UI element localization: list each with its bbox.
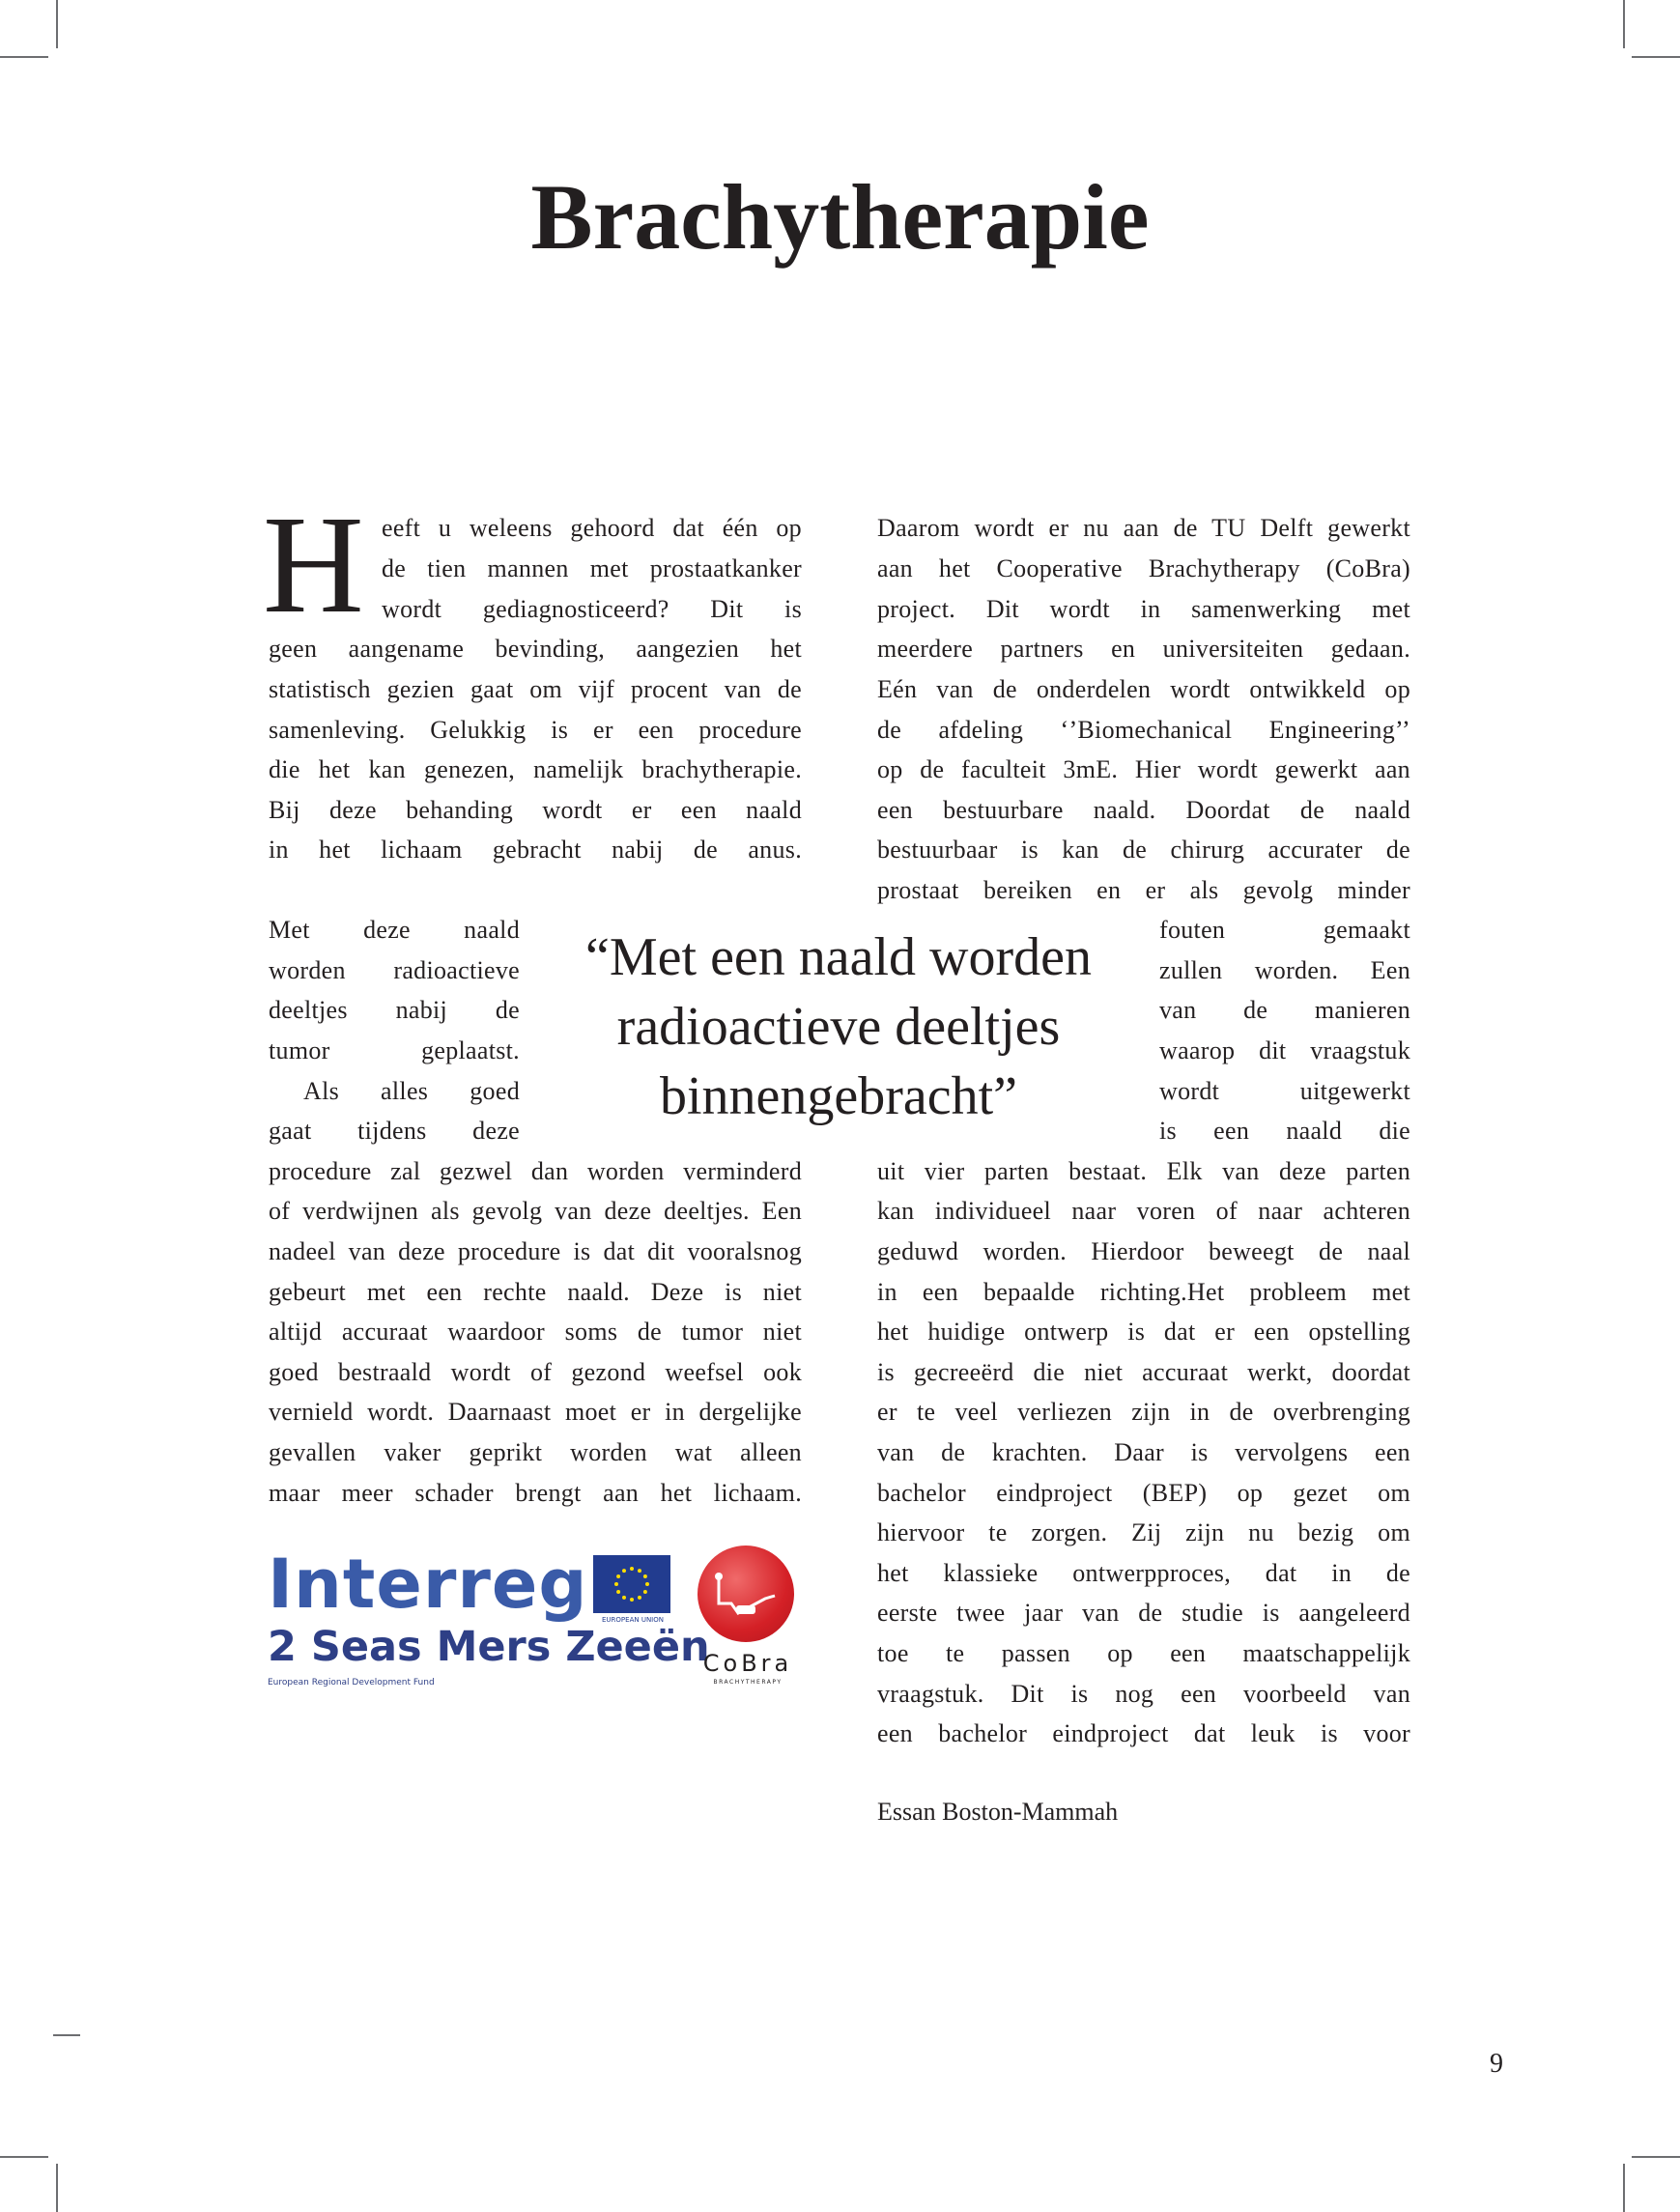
text-line: er te veel verliezen zijn in de overbrenging bbox=[877, 1398, 1410, 1426]
text-line: deeltjes nabij de bbox=[269, 996, 520, 1024]
cobra-logo-subtitle: BRACHYTHERAPY bbox=[713, 1679, 783, 1686]
text-line: Daarom wordt er nu aan de TU Delft gewerkt bbox=[877, 514, 1410, 542]
eu-label: EUROPEAN UNION bbox=[602, 1616, 664, 1624]
text-line: Als alles goed bbox=[303, 1077, 520, 1105]
text-line: het klassieke ontwerpproces, dat in de bbox=[877, 1559, 1410, 1587]
text-line: nadeel van deze procedure is dat dit vooralsnog bbox=[269, 1237, 802, 1265]
text-line: uit vier parten bestaat. Elk van deze parten bbox=[877, 1157, 1410, 1185]
text-line: een bestuurbare naald. Doordat de naald bbox=[877, 796, 1410, 824]
sponsor-logos bbox=[268, 1546, 809, 1710]
text-line: zullen worden. Een bbox=[1159, 956, 1410, 984]
text-line: eeft u weleens gehoord dat één op bbox=[382, 514, 802, 542]
text-line: wordt uitgewerkt bbox=[1159, 1077, 1410, 1105]
text-line: waarop dit vraagstuk bbox=[1159, 1036, 1410, 1064]
text-line: fouten gemaakt bbox=[1159, 916, 1410, 944]
text-line: hiervoor te zorgen. Zij zijn nu bezig om bbox=[877, 1518, 1410, 1546]
text-line: gevallen vaker geprikt worden wat alleen bbox=[269, 1438, 802, 1466]
cobra-logo-icon bbox=[698, 1546, 794, 1642]
pull-quote bbox=[549, 922, 1128, 1131]
text-line: Bij deze behanding wordt er een naald bbox=[269, 796, 802, 824]
text-line: in het lichaam gebracht nabij de anus. bbox=[269, 836, 802, 864]
crop-mark bbox=[0, 56, 48, 58]
text-line: maar meer schader brengt aan het lichaam. bbox=[269, 1479, 802, 1507]
text-line: toe te passen op een maatschappelijk bbox=[877, 1639, 1410, 1667]
text-line: de afdeling ‘’Biomechanical Engineering’’ bbox=[877, 716, 1410, 744]
text-line: van de krachten. Daar is vervolgens een bbox=[877, 1438, 1410, 1466]
text-line: vernield wordt. Daarnaast moet er in dergelijke bbox=[269, 1398, 802, 1426]
fund-name: European Regional Development Fund bbox=[268, 1678, 435, 1687]
crop-mark bbox=[1623, 0, 1625, 48]
text-line: van de manieren bbox=[1159, 996, 1410, 1024]
drop-cap: H bbox=[263, 488, 364, 642]
text-line: de tien mannen met prostaatkanker bbox=[382, 554, 802, 582]
interreg-logo-text: Interreg bbox=[268, 1545, 588, 1624]
eu-flag-icon bbox=[593, 1555, 670, 1613]
text-line: procedure zal gezwel dan worden verminderd bbox=[269, 1157, 802, 1185]
crop-mark bbox=[1632, 56, 1680, 58]
text-line: aan het Cooperative Brachytherapy (CoBra) bbox=[877, 554, 1410, 582]
text-line: gaat tijdens deze bbox=[269, 1117, 520, 1145]
text-line: bestuurbaar is kan de chirurg accurater de bbox=[877, 836, 1410, 864]
text-line: prostaat bereiken en er als gevolg minder bbox=[877, 876, 1410, 904]
cobra-logo-text: CoBra bbox=[702, 1650, 793, 1677]
text-line: op de faculteit 3mE. Hier wordt gewerkt aan bbox=[877, 755, 1410, 783]
text-line: die het kan genezen, namelijk brachytherapie. bbox=[269, 755, 802, 783]
text-line: Eén van de onderdelen wordt ontwikkeld op bbox=[877, 675, 1410, 703]
author-name: Essan Boston-Mammah bbox=[877, 1798, 1119, 1826]
pull-quote-line: “Met een naald worden bbox=[585, 927, 1092, 987]
text-line: Met deze naald bbox=[269, 916, 520, 944]
crop-mark bbox=[56, 0, 58, 48]
text-line: geduwd worden. Hierdoor beweegt de naal bbox=[877, 1237, 1410, 1265]
page-number: 9 bbox=[1490, 2049, 1503, 2079]
text-line: goed bestraald wordt of gezond weefsel ook bbox=[269, 1358, 802, 1386]
text-line: project. Dit wordt in samenwerking met bbox=[877, 595, 1410, 623]
text-line: samenleving. Gelukkig is er een procedure bbox=[269, 716, 802, 744]
text-line: statistisch gezien gaat om vijf procent van de bbox=[269, 675, 802, 703]
text-line: kan individueel naar voren of naar achteren bbox=[877, 1197, 1410, 1225]
program-name: 2 Seas Mers Zeeën bbox=[268, 1623, 710, 1671]
text-line: altijd accuraat waardoor soms de tumor niet bbox=[269, 1318, 802, 1346]
text-line: is gecreeërd die niet accuraat werkt, doordat bbox=[877, 1358, 1410, 1386]
text-line: worden radioactieve bbox=[269, 956, 520, 984]
text-line: tumor geplaatst. bbox=[269, 1036, 520, 1064]
text-line: gebeurt met een rechte naald. Deze is niet bbox=[269, 1278, 802, 1306]
text-line: bachelor eindproject (BEP) op gezet om bbox=[877, 1479, 1410, 1507]
crop-mark bbox=[1632, 2156, 1680, 2158]
text-line: meerdere partners en universiteiten gedaan. bbox=[877, 635, 1410, 663]
crop-mark bbox=[1623, 2164, 1625, 2212]
crop-mark bbox=[53, 2034, 80, 2036]
text-line: wordt gediagnosticeerd? Dit is bbox=[382, 595, 802, 623]
page-title: Brachytherapie bbox=[530, 165, 1150, 269]
text-line: het huidige ontwerp is dat er een opstelling bbox=[877, 1318, 1410, 1346]
text-line: vraagstuk. Dit is nog een voorbeeld van bbox=[877, 1680, 1410, 1708]
pull-quote-line: binnengebracht” bbox=[659, 1066, 1018, 1126]
text-line: in een bepaalde richting.Het probleem met bbox=[877, 1278, 1410, 1306]
text-line: een bachelor eindproject dat leuk is voor bbox=[877, 1719, 1410, 1747]
text-line: geen aangename bevinding, aangezien het bbox=[269, 635, 802, 663]
crop-mark bbox=[56, 2164, 58, 2212]
pull-quote-line: radioactieve deeltjes bbox=[616, 997, 1061, 1057]
text-line: is een naald die bbox=[1159, 1117, 1410, 1145]
text-line: eerste twee jaar van de studie is aangeleerd bbox=[877, 1599, 1410, 1627]
text-line: of verdwijnen als gevolg van deze deeltjes. Een bbox=[269, 1197, 802, 1225]
crop-mark bbox=[0, 2156, 48, 2158]
